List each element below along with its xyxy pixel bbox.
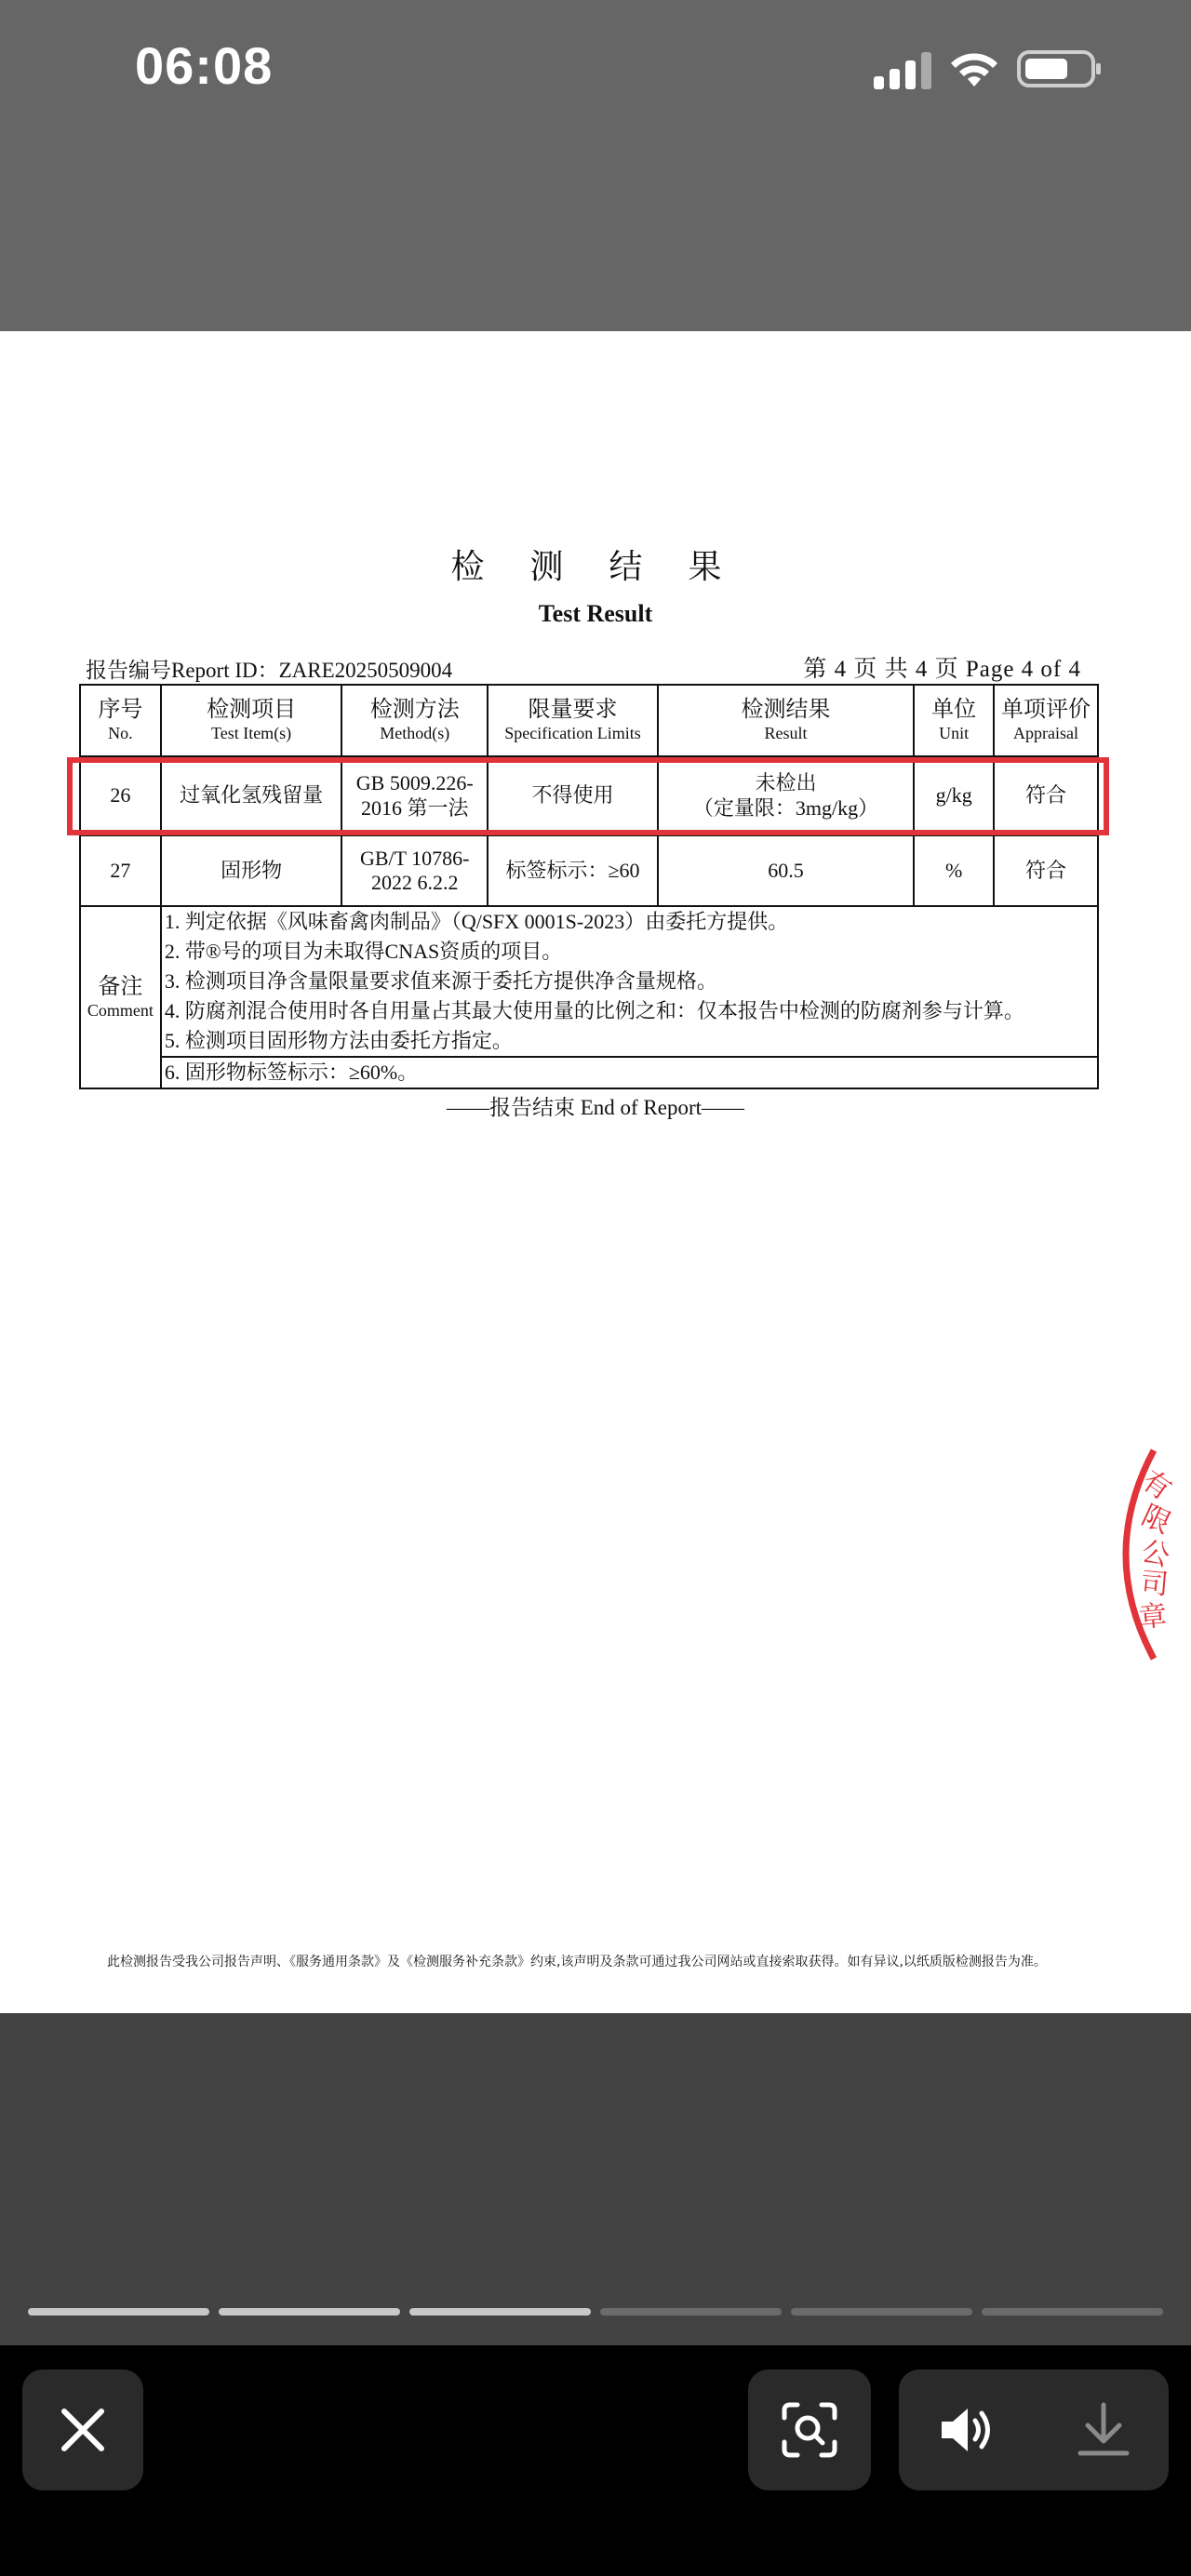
result-table (79, 684, 1099, 1089)
comment-line: 5. 检测项目固形物方法由委托方指定。 (164, 1029, 513, 1052)
header-cell: 检测项目 Test Item(s) (161, 685, 342, 756)
header-cell: 单项评价 Appraisal (994, 685, 1098, 756)
visual-lookup-icon (781, 2401, 838, 2459)
cell-item: 过氧化氢残留量 (161, 756, 342, 835)
comment-line: 3. 检测项目净含量限量要求值来源于委托方提供净含量规格。 (164, 969, 717, 993)
cell-method: GB 5009.226- 2016 第一法 (341, 756, 488, 835)
media-controls (899, 2369, 1169, 2490)
comment-content (161, 906, 1098, 1088)
progress-segment (791, 2308, 972, 2316)
table-header-row (80, 685, 1098, 756)
header-cell: 检测方法 Method(s) (341, 685, 488, 756)
comment-row (80, 906, 1098, 1088)
story-progress-bar (28, 2308, 1163, 2316)
status-bar (0, 0, 1191, 331)
title-cn: 检 测 结 果 (450, 548, 741, 585)
cell-unit: % (914, 835, 994, 906)
svg-text:有: 有 (1135, 1463, 1177, 1507)
wifi-icon (948, 49, 1000, 88)
progress-segment (982, 2308, 1163, 2316)
visual-lookup-button[interactable] (748, 2369, 871, 2490)
comment-label: 备注 Comment (80, 906, 161, 1088)
comment-line: 2. 带®号的项目为未取得CNAS资质的项目。 (164, 940, 563, 963)
progress-segment (409, 2308, 591, 2316)
cell-limit: 标签标示：≥60 (488, 835, 658, 906)
viewer-background (0, 2013, 1191, 2345)
speaker-icon[interactable] (938, 2404, 999, 2456)
battery-icon (1017, 48, 1103, 89)
cell-no: 27 (80, 835, 161, 906)
header-cell: 单位 Unit (914, 685, 994, 756)
comment-line: 6. 固形物标签标示：≥60%。 (162, 1056, 1097, 1088)
page-info: 第 4 页 共 4 页 Page 4 of 4 (803, 657, 1081, 682)
close-icon (57, 2404, 109, 2456)
download-icon[interactable] (1077, 2401, 1131, 2459)
cell-appraisal: 符合 (994, 756, 1098, 835)
svg-text:司: 司 (1139, 1567, 1171, 1602)
cellular-signal-icon (874, 48, 931, 89)
svg-text:章: 章 (1137, 1599, 1169, 1635)
cell-limit: 不得使用 (488, 756, 658, 835)
progress-segment (28, 2308, 209, 2316)
header-cell: 序号 No. (80, 685, 161, 756)
svg-text:限: 限 (1136, 1499, 1176, 1541)
cell-unit: g/kg (914, 756, 994, 835)
cell-no: 26 (80, 756, 161, 835)
close-button[interactable] (22, 2369, 143, 2490)
cell-result: 60.5 (658, 835, 914, 906)
cell-appraisal: 符合 (994, 835, 1098, 906)
comment-line: 1. 判定依据《风味畜禽肉制品》（Q/SFX 0001S-2023）由委托方提供。 (164, 910, 789, 933)
header-cell: 检测结果 Result (658, 685, 914, 756)
cell-method: GB/T 10786- 2022 6.2.2 (341, 835, 488, 906)
cell-result: 未检出 （定量限：3mg/kg） (658, 756, 914, 835)
cell-item: 固形物 (161, 835, 342, 906)
header-cell: 限量要求 Specification Limits (488, 685, 658, 756)
comment-line: 4. 防腐剂混合使用时各自用量占其最大使用量的比例之和：仅本报告中检测的防腐剂参与计算。 (164, 999, 1024, 1022)
status-icons (874, 48, 1103, 89)
svg-text:公: 公 (1137, 1534, 1173, 1574)
red-highlight-box (67, 757, 1109, 835)
footer-disclaimer: 此检测报告受我公司报告声明、《服务通用条款》及《检测服务补充条款》约束,该声明及条款可通过我公司网站或直接索取获得。如有异议,以纸质版检测报告为准。 (107, 1955, 1047, 1969)
report-id: 报告编号Report ID：ZARE20250509004 (86, 659, 453, 682)
viewer-toolbar (0, 2345, 1191, 2576)
title-en: Test Result (538, 600, 653, 627)
status-time: 06:08 (135, 36, 274, 95)
end-of-report: ——报告结束 End of Report—— (446, 1096, 745, 1119)
document-page (0, 331, 1191, 2013)
progress-segment (600, 2308, 782, 2316)
progress-segment (219, 2308, 400, 2316)
company-seal-stamp (1103, 1443, 1177, 1666)
table-row (80, 835, 1098, 906)
